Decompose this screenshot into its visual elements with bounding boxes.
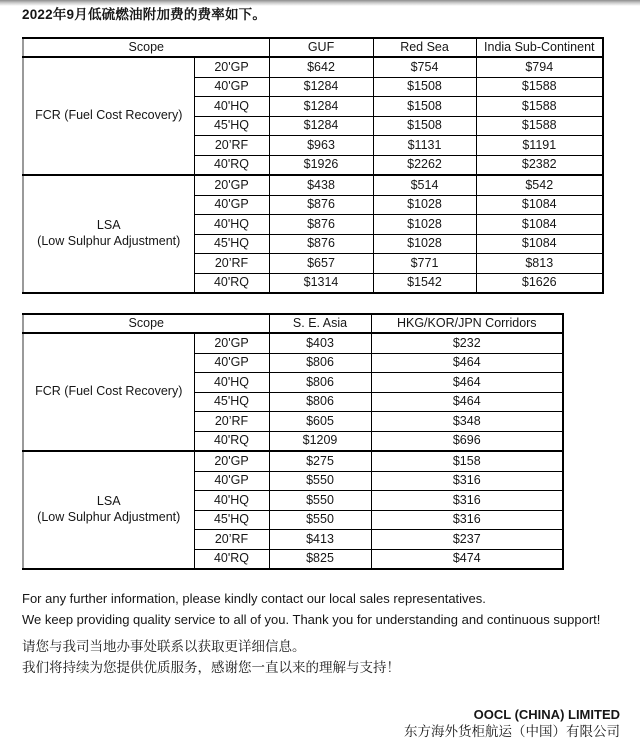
rate-cell: $438: [269, 175, 373, 195]
category-cell: [23, 175, 194, 293]
rate-cell: $2382: [476, 155, 603, 175]
rates-table: [22, 37, 604, 294]
container-type-cell: 40'RQ: [194, 273, 269, 293]
rate-cell: $474: [371, 549, 563, 569]
footer-english-line2: We keep providing quality service to all of you. Thank you for understanding and continuous support!: [22, 612, 601, 627]
footer-chinese-line2: 我们将持续为您提供优质服务，感谢您一直以来的理解与支持！: [22, 660, 400, 675]
container-type-cell: 20’RF: [194, 136, 269, 156]
table-row: [23, 57, 603, 77]
column-header-cell: S. E. Asia: [269, 314, 371, 333]
rate-cell: $605: [269, 412, 371, 432]
category-cell: [23, 451, 194, 569]
rate-cell: $876: [269, 195, 373, 215]
rate-cell: $1084: [476, 215, 603, 235]
rate-cell: $1284: [269, 77, 373, 97]
container-type-cell: 40'HQ: [194, 373, 269, 393]
rate-cell: $1588: [476, 116, 603, 136]
footer-english: [22, 588, 600, 630]
rate-cell: $1588: [476, 77, 603, 97]
rates-table: [22, 313, 564, 570]
rate-cell: $696: [371, 431, 563, 451]
table-row: [23, 175, 603, 195]
rate-cell: $413: [269, 530, 371, 550]
rate-cell: $1209: [269, 431, 371, 451]
rate-cell: $316: [371, 471, 563, 491]
rate-cell: $1028: [373, 215, 476, 235]
container-type-cell: 40'GP: [194, 353, 269, 373]
scope-header-cell: Scope: [23, 314, 269, 333]
container-type-cell: 45'HQ: [194, 510, 269, 530]
rate-cell: $1084: [476, 234, 603, 254]
container-type-cell: 20’RF: [194, 254, 269, 274]
container-type-cell: 40'HQ: [194, 215, 269, 235]
rate-cell: $876: [269, 215, 373, 235]
footer-chinese-line1: 请您与我司当地办事处联系以获取更详细信息。: [22, 639, 306, 654]
rate-cell: $1508: [373, 77, 476, 97]
rate-cell: $550: [269, 510, 371, 530]
rate-cell: $1314: [269, 273, 373, 293]
rate-cell: $963: [269, 136, 373, 156]
container-type-cell: 20'GP: [194, 175, 269, 195]
rate-cell: $1508: [373, 116, 476, 136]
rate-cell: $316: [371, 491, 563, 511]
rate-cell: $232: [371, 333, 563, 353]
rate-cell: $1284: [269, 116, 373, 136]
rate-cell: $1028: [373, 234, 476, 254]
container-type-cell: 40'RQ: [194, 431, 269, 451]
rate-cell: $514: [373, 175, 476, 195]
rate-cell: $1028: [373, 195, 476, 215]
column-header-cell: India Sub-Continent: [476, 38, 603, 57]
container-type-cell: 40'GP: [194, 471, 269, 491]
container-type-cell: 40'RQ: [194, 549, 269, 569]
footer-english-line1: For any further information, please kindly contact our local sales representatives.: [22, 591, 486, 606]
surcharge-table-seasia-hkgkorjpn: [22, 313, 564, 570]
rate-cell: $316: [371, 510, 563, 530]
rate-cell: $1131: [373, 136, 476, 156]
container-type-cell: 20’RF: [194, 530, 269, 550]
container-type-cell: 20’RF: [194, 412, 269, 432]
signature-block: [404, 706, 620, 741]
scope-header-cell: Scope: [23, 38, 269, 57]
container-type-cell: 45'HQ: [194, 392, 269, 412]
container-type-cell: 20'GP: [194, 333, 269, 353]
rate-cell: $825: [269, 549, 371, 569]
rate-cell: $806: [269, 373, 371, 393]
rate-cell: $464: [371, 373, 563, 393]
rate-cell: $550: [269, 471, 371, 491]
rate-cell: $2262: [373, 155, 476, 175]
rate-cell: $754: [373, 57, 476, 77]
rate-cell: $876: [269, 234, 373, 254]
surcharge-table-guf-redsea-india: [22, 37, 604, 294]
container-type-cell: 40'GP: [194, 195, 269, 215]
category-label-line: (Low Sulphur Adjustment): [37, 234, 181, 248]
rate-cell: $1284: [269, 97, 373, 117]
rate-cell: $1626: [476, 273, 603, 293]
category-label-line: FCR (Fuel Cost Recovery): [35, 384, 183, 399]
container-type-cell: 40'RQ: [194, 155, 269, 175]
category-label-line: LSA: [96, 218, 121, 233]
rate-cell: $158: [371, 451, 563, 471]
column-header-cell: GUF: [269, 38, 373, 57]
category-cell: [23, 57, 194, 175]
container-type-cell: 45'HQ: [194, 234, 269, 254]
rate-cell: $275: [269, 451, 371, 471]
company-name-chinese: 东方海外货柜航运（中国）有限公司: [404, 724, 620, 739]
category-label-line: (Low Sulphur Adjustment): [37, 510, 181, 524]
container-type-cell: 40'HQ: [194, 491, 269, 511]
container-type-cell: 20'GP: [194, 451, 269, 471]
rate-cell: $542: [476, 175, 603, 195]
table-row: [23, 451, 563, 471]
container-type-cell: 45'HQ: [194, 116, 269, 136]
rate-cell: $1588: [476, 97, 603, 117]
footer-chinese: [22, 636, 400, 678]
rate-cell: $1084: [476, 195, 603, 215]
category-label-line: LSA: [96, 494, 121, 509]
rate-cell: $806: [269, 353, 371, 373]
category-label-line: FCR (Fuel Cost Recovery): [35, 108, 183, 123]
column-header-cell: HKG/KOR/JPN Corridors: [371, 314, 563, 333]
rate-cell: $642: [269, 57, 373, 77]
rate-cell: $464: [371, 353, 563, 373]
table-row: [23, 333, 563, 353]
rate-cell: $403: [269, 333, 371, 353]
company-name-english: OOCL (CHINA) LIMITED: [473, 707, 620, 722]
container-type-cell: 40'GP: [194, 77, 269, 97]
column-header-cell: Red Sea: [373, 38, 476, 57]
rate-cell: $1508: [373, 97, 476, 117]
rate-cell: $1542: [373, 273, 476, 293]
rate-cell: $348: [371, 412, 563, 432]
container-type-cell: 40'HQ: [194, 97, 269, 117]
rate-cell: $657: [269, 254, 373, 274]
rate-cell: $550: [269, 491, 371, 511]
rate-cell: $237: [371, 530, 563, 550]
container-type-cell: 20'GP: [194, 57, 269, 77]
category-cell: [23, 333, 194, 451]
page-title: 2022年9月低硫燃油附加费的费率如下。: [22, 7, 267, 22]
rate-cell: $1191: [476, 136, 603, 156]
rate-cell: $1926: [269, 155, 373, 175]
rate-cell: $771: [373, 254, 476, 274]
rate-cell: $806: [269, 392, 371, 412]
rate-cell: $464: [371, 392, 563, 412]
rate-cell: $813: [476, 254, 603, 274]
rate-cell: $794: [476, 57, 603, 77]
